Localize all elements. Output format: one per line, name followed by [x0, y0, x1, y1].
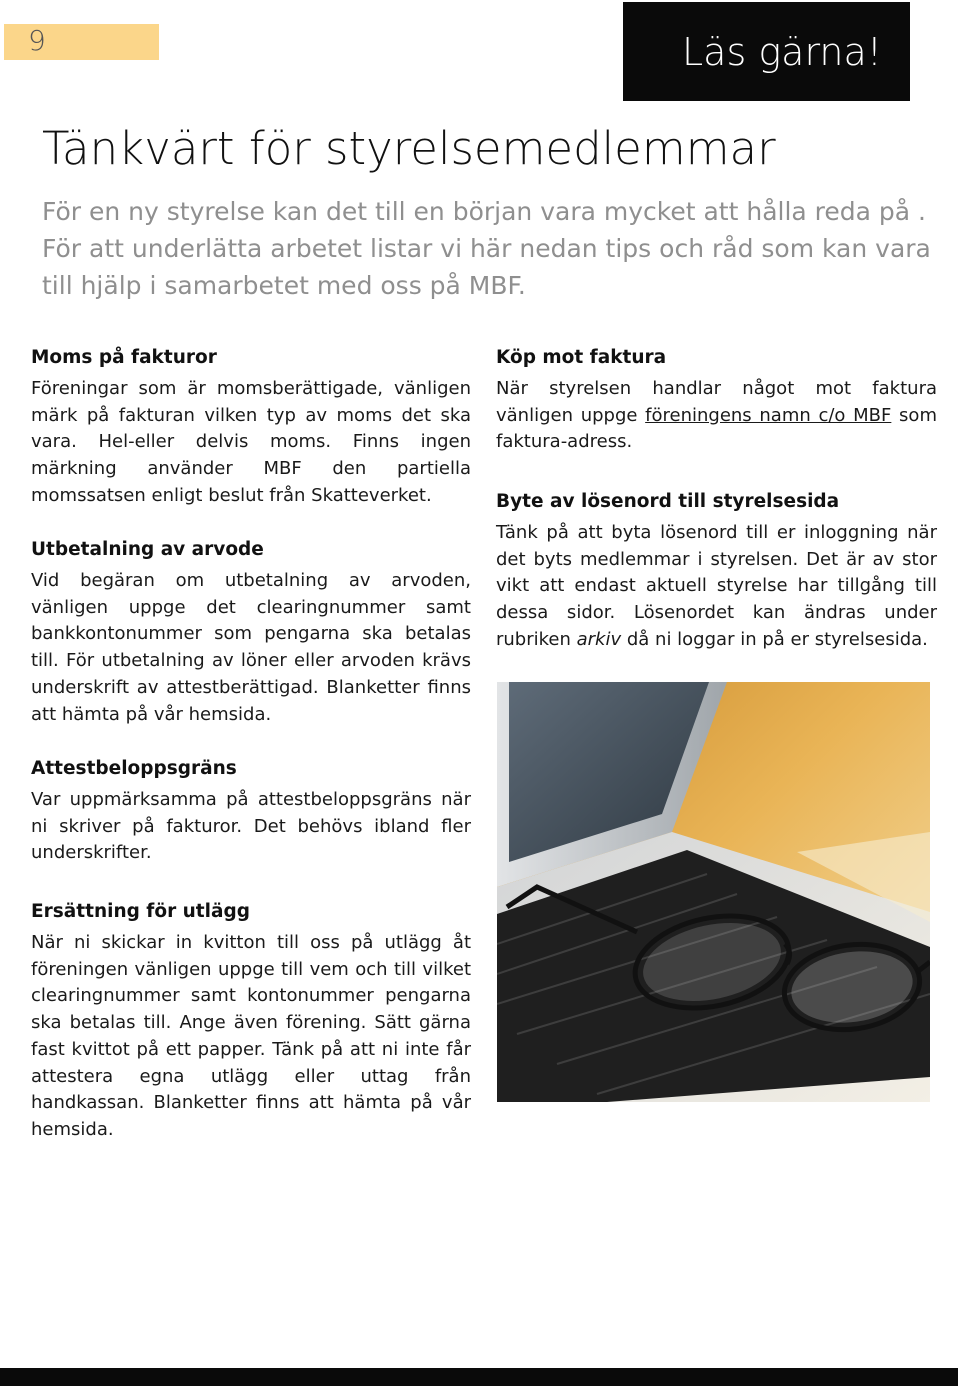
section-body [496, 376, 937, 456]
footer-bar [0, 1368, 958, 1386]
read-more-label: Läs gärna! [682, 30, 882, 74]
section-moms [31, 344, 471, 510]
section-heading: Attestbeloppsgräns [31, 758, 237, 779]
body-text: då ni loggar in på er styrelsesida. [621, 628, 928, 650]
section-heading: Moms på fakturor [31, 347, 217, 368]
body-text: När styrelsen handlar något mot faktura vänligen uppge [496, 378, 937, 426]
laptop-glasses-photo [497, 682, 930, 1102]
section-body: Föreningar som är momsberättigade, vänligen märk på fakturan vilken typ av moms det ska vara. Hel-eller delvis moms. Finns ingen märkning använder MBF den partiella momssatsen enligt beslut från Skatteverket. [31, 378, 471, 506]
arkiv-text: arkiv [576, 628, 622, 650]
section-body [496, 520, 937, 654]
page-number-badge [4, 24, 159, 60]
read-more-tag [623, 2, 910, 101]
section-heading: Utbetalning av arvode [31, 539, 264, 560]
body-text: som faktura-adress. [496, 404, 937, 453]
section-utbetalning [31, 536, 471, 728]
section-heading: Byte av lösenord till styrelsesida [496, 491, 840, 512]
section-heading: Köp mot faktura [496, 347, 667, 368]
section-heading: Ersättning för utlägg [31, 901, 250, 922]
section-ersattning [31, 898, 471, 1144]
page-title: Tänkvärt för styrelsemedlemmar [42, 122, 776, 175]
section-byte [496, 488, 937, 654]
section-body: Vid begäran om utbetalning av arvoden, vänligen uppge det clearingnummer samt bankkontonummer som pengarna ska betalas till. För utbetalning av löner eller arvoden krävs underskrift av attestberättigad. Blanketter finns att hämta på vår hemsida. [31, 570, 471, 725]
body-text: Tänk på att byta lösenord till er inloggning när det byts medlemmar i styrelsen. Det är av stor vikt att endast aktuell styrelse har tillgång till dessa sidor. Lösenordet kan ändras under rubriken [496, 522, 937, 650]
section-kop [496, 344, 937, 456]
section-attest [31, 755, 471, 867]
section-body: När ni skickar in kvitton till oss på utlägg åt föreningen vänligen uppge till vem och till vilket clearingnummer samt kontonummer pengarna ska betalas till. Ange även förening. Sätt gärna fast kvittot på ett papper. Tänk på att ni inte får attestera egna utlägg eller uttag från handkassan. Blanketter finns att hämta på vår hemsida. [31, 932, 471, 1140]
section-body: Var uppmärksamma på attestbeloppsgräns när ni skriver på fakturor. Det behövs ibland fler underskrifter. [31, 789, 471, 864]
intro-paragraph: För en ny styrelse kan det till en början vara mycket att hålla reda på . För att underlätta arbetet listar vi här nedan tips och råd som kan vara till hjälp i samarbetet med oss på MBF. [42, 197, 931, 300]
invoice-address-text: föreningens namn c/o MBF [645, 404, 892, 426]
page-number: 9 [28, 24, 46, 57]
